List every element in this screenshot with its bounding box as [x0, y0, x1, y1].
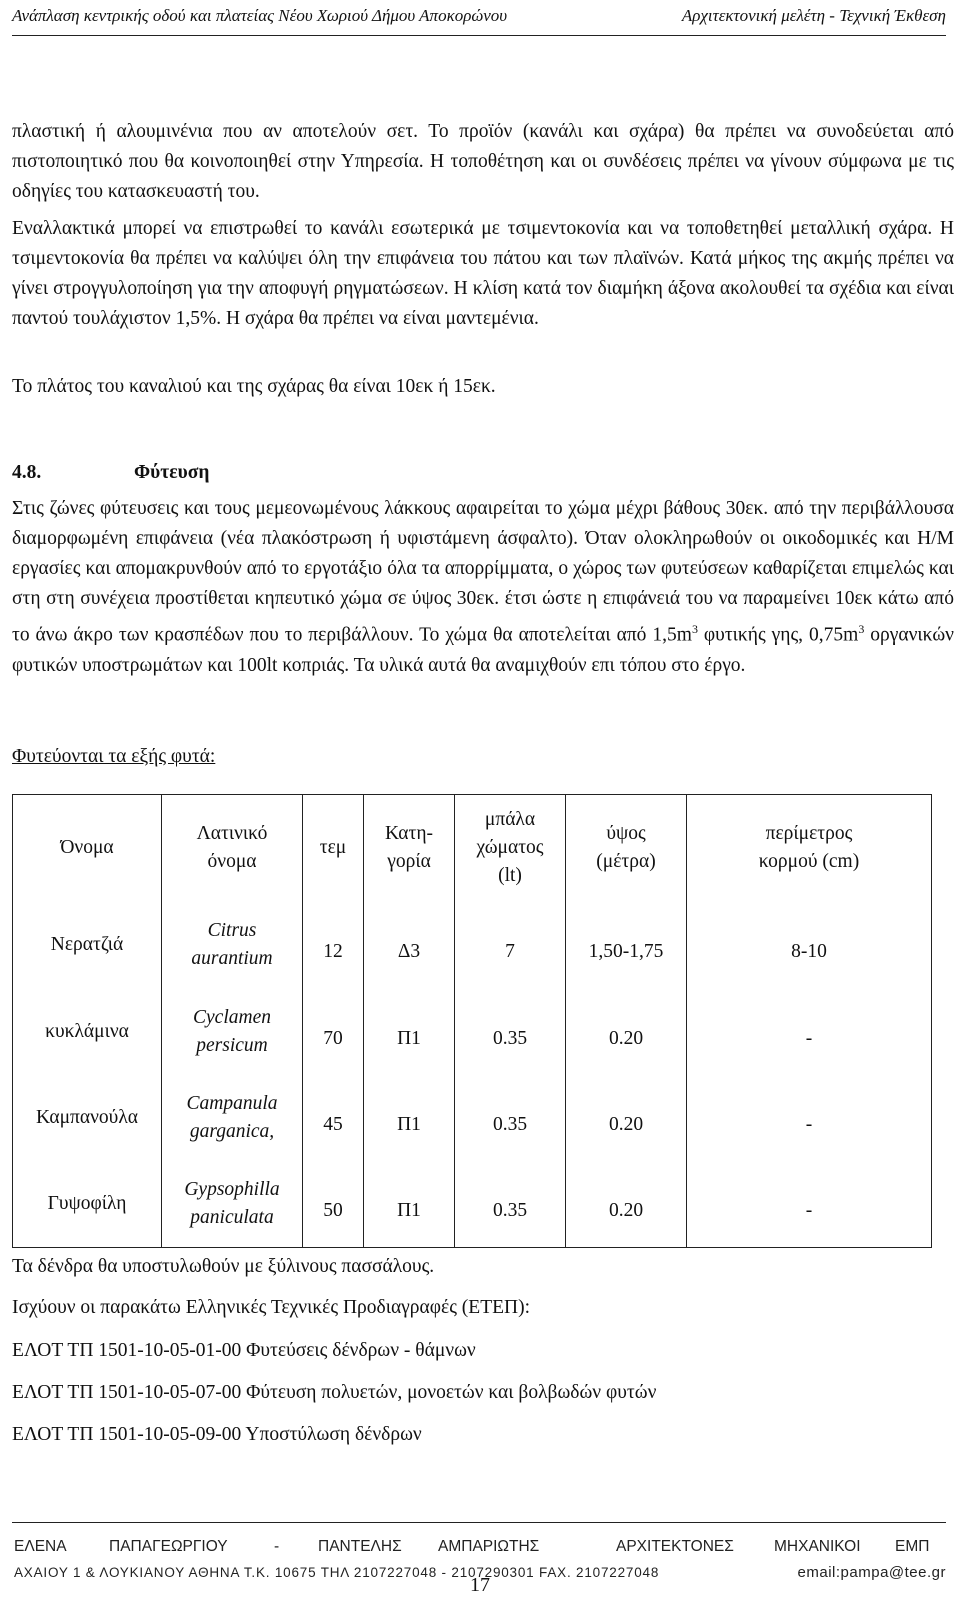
- header-project-title: Ανάπλαση κεντρικής οδού και πλατείας Νέου Χωριού Δήμου Αποκορώνου: [12, 6, 508, 25]
- superscript-1: 3: [691, 622, 698, 636]
- section-title: Φύτευση: [134, 462, 210, 483]
- page-header: [12, 6, 946, 32]
- cell-trunk-girth: -: [687, 989, 932, 1075]
- header-quantity: τεμ: [303, 795, 364, 902]
- header-height: ύψος (μέτρα): [566, 795, 687, 902]
- table-intro: Φυτεύονται τα εξής φυτά:: [12, 746, 216, 767]
- header-trunk-girth: περίμετρος κορμού (cm): [687, 795, 932, 902]
- cell-quantity: 45: [303, 1075, 364, 1161]
- table-header-row: [13, 795, 932, 902]
- footer-contact: ΑΧΑΙΟΥ 1 & ΛΟΥΚΙΑΝΟΥ ΑΘΗΝΑ Τ.Κ. 10675 ΤΗΛ 2107227048 - 2107290301 FAX. 2107227048: [14, 1565, 660, 1580]
- planting-text-part2: φυτικής γης, 0,75m: [697, 624, 859, 646]
- header-category: Κατη- γορία: [364, 795, 455, 902]
- footer-rule: [12, 1522, 946, 1523]
- cell-name: κυκλάμινα: [13, 989, 162, 1075]
- cell-height: 0.20: [566, 1075, 687, 1161]
- superscript-2: 3: [858, 622, 865, 636]
- table-row: [13, 1075, 932, 1161]
- table-row: [13, 901, 932, 989]
- cell-height: 0.20: [566, 1161, 687, 1248]
- cell-latin-name: Citrus aurantium: [162, 901, 303, 989]
- paragraph-staking: Τα δένδρα θα υποστυλωθούν με ξύλινους πασσάλους.: [12, 1256, 435, 1277]
- section-number: 4.8.: [12, 462, 42, 483]
- cell-height: 1,50-1,75: [566, 901, 687, 989]
- cell-trunk-girth: 8-10: [687, 901, 932, 989]
- cell-name: Καμπανούλα: [13, 1075, 162, 1161]
- planting-text-part3: οργανικών φυτικών υποστρωμάτων και 100lt κοπριάς. Τα υλικά αυτά θα αναμιχθούν επι τόπου στο έργο.: [12, 624, 954, 676]
- footer-word: ΑΜΠΑΡΙΩΤΗΣ: [438, 1538, 540, 1555]
- paragraph-etep-intro: Ισχύουν οι παρακάτω Ελληνικές Τεχνικές Προδιαγραφές (ΕΤΕΠ):: [12, 1297, 531, 1318]
- footer-word: ΑΡΧΙΤΕΚΤΟΝΕΣ: [616, 1538, 734, 1555]
- cell-quantity: 70: [303, 989, 364, 1075]
- footer-word: ΕΜΠ: [895, 1538, 930, 1555]
- cell-latin-name: Campanula garganica,: [162, 1075, 303, 1161]
- header-name: Όνομα: [13, 795, 162, 902]
- header-latin-name: Λατινικό όνομα: [162, 795, 303, 902]
- cell-soil-ball: 7: [455, 901, 566, 989]
- table-row: [13, 989, 932, 1075]
- paragraph-planting: [12, 494, 954, 681]
- cell-category: Π1: [364, 989, 455, 1075]
- cell-name: Γυψοφίλη: [13, 1161, 162, 1248]
- etep-item: ΕΛΟΤ ΤΠ 1501-10-05-07-00 Φύτευση πολυετών, μονοετών και βολβωδών φυτών: [12, 1382, 657, 1403]
- cell-category: Π1: [364, 1161, 455, 1248]
- footer-word: ΕΛΕΝΑ: [14, 1538, 67, 1555]
- cell-latin-name: Gypsophilla paniculata: [162, 1161, 303, 1248]
- table-row: [13, 1161, 932, 1248]
- footer-word: ΠΑΠΑΓΕΩΡΓΙΟΥ: [109, 1538, 228, 1555]
- etep-item: ΕΛΟΤ ΤΠ 1501-10-05-01-00 Φυτεύσεις δένδρων - θάμνων: [12, 1340, 476, 1361]
- header-document-type: Αρχιτεκτονική μελέτη - Τεχνική Έκθεση: [681, 6, 946, 25]
- paragraph-channel-product: πλαστική ή αλουμινένια που αν αποτελούν σετ. Το προϊόν (κανάλι και σχάρα) θα πρέπει να συνοδεύεται από πιστοποιητικό που θα κοινοποιηθεί στην Υπηρεσία. Η τοποθέτηση και οι συνδέσεις πρέπει να γίνουν σύμφωνα με τις οδηγίες του κατασκευαστή του.: [12, 121, 954, 202]
- footer-word: -: [274, 1538, 280, 1555]
- cell-latin-name: Cyclamen persicum: [162, 989, 303, 1075]
- cell-category: Π1: [364, 1075, 455, 1161]
- cell-soil-ball: 0.35: [455, 1075, 566, 1161]
- paragraph-channel-width: Το πλάτος του καναλιού και της σχάρας θα είναι 10εκ ή 15εκ.: [12, 376, 496, 397]
- footer-email: email:pampa@tee.gr: [797, 1564, 946, 1581]
- paragraph-channel-alternative: Εναλλακτικά μπορεί να επιστρωθεί το κανάλι εσωτερικά με τσιμεντοκονία και να τοποθετηθεί μεταλλική σχάρα. Η τσιμεντοκονία θα πρέπει να καλύψει όλη την επιφάνεια του πάτου και των πλαϊνών. Κατά μήκος της ακμής πρέπει να γίνει στρογγυλοποίηση για την αποφυγή ρηγματώσεων. Η κλίση κατά τον διαμήκη άξονα ακολουθεί τα σχέδια και είναι παντού τουλάχιστον 1,5%. Η σχάρα θα πρέπει να είναι μαντεμένια.: [12, 218, 954, 329]
- planting-text-part1: Στις ζώνες φύτευσεις και τους μεμεονωμένους λάκκους αφαιρείται το χώμα μέχρι βάθους 30εκ. από την περιβάλλουσα διαμορφωμένη επιφάνεια (νέα πλακόστρωση ή υφιστάμενη άσφαλτο). Όταν ολοκληρωθούν οι οικοδομικές και Η/Μ εργασίες και απομακρυνθούν από το εργοτάξιο όλα τα απορρίμματα, ο χώρος των φυτεύσεων καθαρίζεται επιμελώς και στη στη συνέχεια προστίθεται κηπευτικό χώμα σε ύψος 30εκ. έτσι ώστε η επιφάνειά του να παραμείνει 10εκ κάτω από το άνω άκρο των κρασπέδων που το περιβάλλουν. Το χώμα θα αποτελείται από 1,5m: [12, 498, 954, 646]
- cell-height: 0.20: [566, 989, 687, 1075]
- header-soil-ball: μπάλα χώματος (lt): [455, 795, 566, 902]
- cell-name: Νερατζιά: [13, 901, 162, 989]
- page-number: 17: [470, 1574, 490, 1596]
- cell-trunk-girth: -: [687, 1075, 932, 1161]
- etep-item: ΕΛΟΤ ΤΠ 1501-10-05-09-00 Υποστύλωση δένδρων: [12, 1424, 422, 1445]
- cell-soil-ball: 0.35: [455, 989, 566, 1075]
- cell-trunk-girth: -: [687, 1161, 932, 1248]
- cell-category: Δ3: [364, 901, 455, 989]
- cell-quantity: 12: [303, 901, 364, 989]
- cell-soil-ball: 0.35: [455, 1161, 566, 1248]
- header-rule: [12, 35, 946, 36]
- footer-word: ΜΗΧΑΝΙΚΟΙ: [774, 1538, 861, 1555]
- footer-word: ΠΑΝΤΕΛΗΣ: [318, 1538, 402, 1555]
- plants-table: [12, 794, 932, 1248]
- cell-quantity: 50: [303, 1161, 364, 1248]
